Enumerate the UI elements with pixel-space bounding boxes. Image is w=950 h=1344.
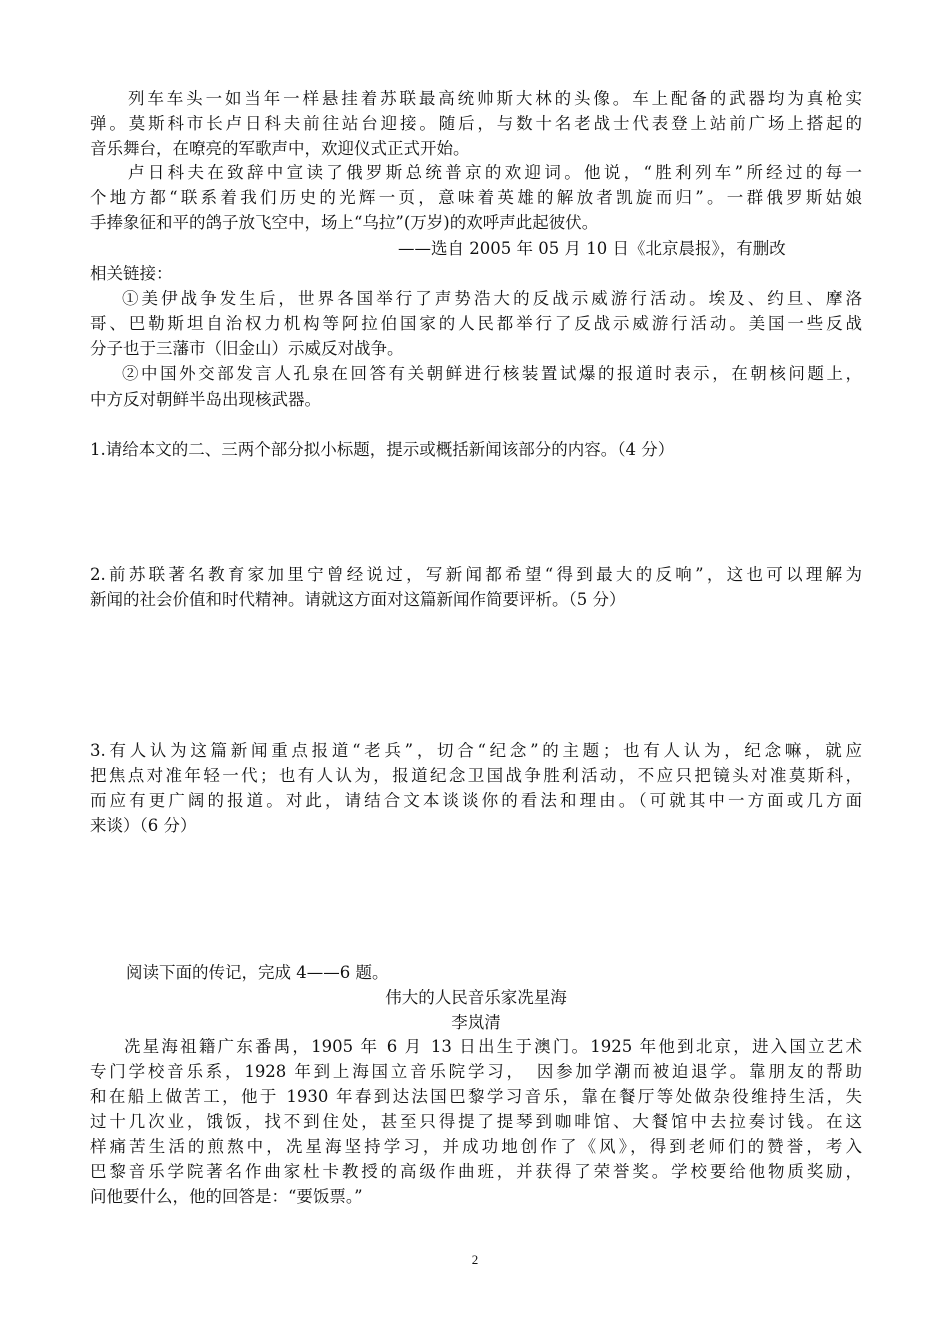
article-para1-line3: 音乐舞台，在嘹亮的军歌声中，欢迎仪式正式开始。: [90, 139, 470, 158]
article-para2-line3: 手捧象征和平的鸽子放飞空中，场上“乌拉”(万岁)的欢呼声此起彼伏。: [90, 213, 599, 232]
links-item1-line2: 哥、巴勒斯坦自治权力机构等阿拉伯国家的人民都举行了反战示威游行活动。美国一些反战: [90, 314, 862, 333]
reading-author: 李岚清: [451, 1013, 501, 1032]
reading-para-line4: 过十几次业，饿饭，找不到住处，甚至只得提了提琴到咖啡馆、大餐馆中去拉奏讨钱。在这: [90, 1112, 862, 1131]
links-heading: 相关链接：: [90, 264, 173, 283]
links-item1-line1: ①美伊战争发生后，世界各国举行了声势浩大的反战示威游行活动。埃及、约旦、摩洛: [122, 289, 862, 308]
article-para1-line2: 弹。莫斯科市长卢日科夫前往站台迎接。随后，与数十名老战士代表登上站前广场上搭起的: [90, 114, 862, 133]
question-2-line2: 新闻的社会价值和时代精神。请就这方面对这篇新闻作简要评析。（5 分）: [90, 590, 626, 609]
article-para2-line2: 个地方都“联系着我们历史的光辉一页，意味着英雄的解放者凯旋而归”。一群俄罗斯姑娘: [90, 188, 862, 207]
question-2-line1: 2.前苏联著名教育家加里宁曾经说过，写新闻都希望“得到最大的反响”，这也可以理解为: [90, 565, 862, 584]
reading-title: 伟大的人民音乐家冼星海: [385, 988, 567, 1007]
article-para2-line1: 卢日科夫在致辞中宣读了俄罗斯总统普京的欢迎词。他说，“胜利列车”所经过的每一: [128, 163, 862, 182]
reading-para-line2: 专门学校音乐系，1928 年到上海国立音乐院学习， 因参加学潮而被迫退学。靠朋友的帮助: [90, 1062, 862, 1081]
question-1: 1.请给本文的二、三两个部分拟小标题，提示或概括新闻该部分的内容。（4 分）: [90, 440, 675, 459]
reading-para-line5: 样痛苦生活的煎熬中，冼星海坚持学习，并成功地创作了《风》，得到老师们的赞誉，考入: [90, 1137, 862, 1156]
question-3-line4: 来谈）（6 分）: [90, 816, 197, 835]
reading-para-line6: 巴黎音乐学院著名作曲家杜卡教授的高级作曲班，并获得了荣誉奖。学校要给他物质奖励，: [90, 1162, 862, 1181]
page-number: 2: [471, 1252, 479, 1267]
links-item1-line3: 分子也于三藩市（旧金山）示威反对战争。: [90, 339, 404, 358]
reading-para-line7: 问他要什么，他的回答是：“要饭票。”: [90, 1187, 363, 1206]
article-para1-line1: 列车车头一如当年一样悬挂着苏联最高统帅斯大林的头像。车上配备的武器均为真枪实: [128, 89, 862, 108]
question-3-line3: 而应有更广阔的报道。对此，请结合文本谈谈你的看法和理由。（可就其中一方面或几方面: [90, 791, 862, 810]
question-3-line2: 把焦点对准年轻一代；也有人认为，报道纪念卫国战争胜利活动，不应只把镜头对准莫斯科，: [90, 766, 862, 785]
reading-instruction: 阅读下面的传记，完成 4——6 题。: [126, 963, 389, 982]
links-item2-line1: ②中国外交部发言人孔泉在回答有关朝鲜进行核装置试爆的报道时表示，在朝核问题上，: [122, 364, 862, 383]
links-item2-line2: 中方反对朝鲜半岛出现核武器。: [90, 390, 321, 409]
reading-para-line3: 和在船上做苦工，他于 1930 年春到达法国巴黎学习音乐，靠在餐厅等处做杂役维持生活，失: [90, 1087, 862, 1106]
question-3-line1: 3.有人认为这篇新闻重点报道“老兵”，切合“纪念”的主题；也有人认为，纪念嘛，就应: [90, 741, 862, 760]
article-source: ——选自 2005 年 05 月 10 日《北京晨报》，有删改: [398, 239, 786, 258]
reading-para-line1: 冼星海祖籍广东番禺，1905 年 6 月 13 日出生于澳门。1925 年他到北京，进入国立艺术: [124, 1037, 862, 1056]
